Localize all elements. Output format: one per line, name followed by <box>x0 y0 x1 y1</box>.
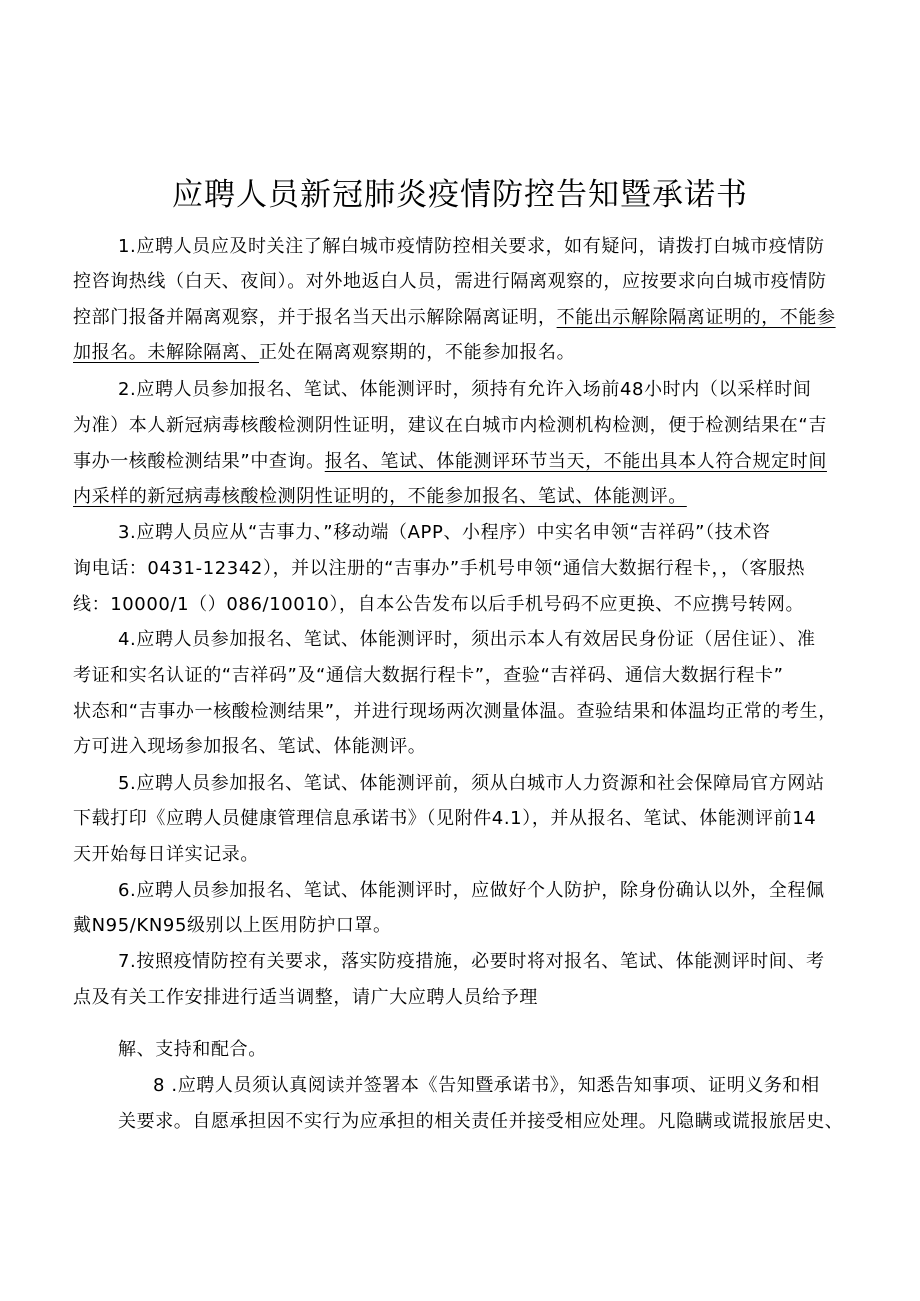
paragraph-8-line-1: 8 .应聘人员须认真阅读并签署本《告知暨承诺书》，知悉告知事项、证明义务和相 <box>153 1075 820 1096</box>
paragraph-2-line-3-text: 事办一核酸检测结果”中查询。 <box>73 451 325 472</box>
paragraph-5-line-2: 下载打印《应聘人员健康管理信息承诺书》（见附件4.1），并从报名、笔试、体能测评前14 <box>73 808 817 829</box>
paragraph-6-line-1: 6.应聘人员参加报名、笔试、体能测评时，应做好个人防护，除身份确认以外，全程佩 <box>118 880 825 901</box>
paragraph-7-line-1: 7.按照疫情防控有关要求，落实防疫措施，必要时将对报名、笔试、体能测评时间、考 <box>118 951 825 972</box>
paragraph-2-underlined-notice: 报名、笔试、体能测评环节当天，不能出具本人符合规定时间 <box>324 451 827 472</box>
paragraph-1-line-2: 控咨询热线（白天、夜间）。对外地返白人员，需进行隔离观察的，应按要求向白城市疫情防 <box>73 271 827 292</box>
paragraph-4-line-4: 方可进入现场参加报名、笔试、体能测评。 <box>73 736 427 757</box>
paragraph-4-line-2: 考证和实名认证的“吉祥码”及“通信大数据行程卡”，查验“吉祥码、通信大数据行程卡” <box>73 665 784 686</box>
paragraph-2-line-2: 为准）本人新冠病毒核酸检测阴性证明，建议在白城市内检测机构检测，便于检测结果在“吉 <box>73 415 827 436</box>
paragraph-1-line-3-text: 控部门报备并隔离观察，并于报名当天出示解除隔离证明， <box>73 307 557 328</box>
paragraph-7-line-2: 点及有关工作安排进行适当调整，请广大应聘人员给予理 <box>73 987 538 1008</box>
paragraph-4-line-1: 4.应聘人员参加报名、笔试、体能测评时，须出示本人有效居民身份证（居住证）、准 <box>118 629 816 650</box>
paragraph-1-line-4 <box>73 340 575 366</box>
paragraph-1-line-4-text: 正处在隔离观察期的，不能参加报名。 <box>259 342 576 363</box>
paragraph-3-line-2: 询电话：0431-12342），并以注册的“吉事办”手机号申领“通信大数据行程卡，，（客服热 <box>73 558 806 579</box>
paragraph-1-line-1: 1.应聘人员应及时关注了解白城市疫情防控相关要求，如有疑问，请拨打白城市疫情防 <box>118 236 825 257</box>
paragraph-1-line-3 <box>73 305 836 331</box>
paragraph-2-underlined-notice-cont: 内采样的新冠病毒核酸检测阴性证明的，不能参加报名、笔试、体能测评。 <box>73 486 687 507</box>
paragraph-5-line-3: 天开始每日详实记录。 <box>73 844 259 865</box>
paragraph-8-line-2: 关要求。自愿承担因不实行为应承担的相关责任并接受相应处理。凡隐瞒或谎报旅居史、 <box>118 1111 844 1132</box>
paragraph-2-line-3 <box>73 449 827 475</box>
paragraph-5-line-1: 5.应聘人员参加报名、笔试、体能测评前，须从白城市人力资源和社会保障局官方网站 <box>118 773 825 794</box>
paragraph-2-line-1: 2.应聘人员参加报名、笔试、体能测评时，须持有允许入场前48小时内（以采样时间 <box>118 379 812 400</box>
paragraph-1-underlined-notice-cont: 加报名。未解除隔离、 <box>73 342 259 363</box>
paragraph-3-line-1: 3.应聘人员应从“吉事力、”移动端（APP、小程序）中实名申领“吉祥码”（技术咨 <box>118 522 771 543</box>
paragraph-4-line-3: 状态和“吉事办一核酸检测结果”，并进行现场两次测量体温。查验结果和体温均正常的考生， <box>73 701 837 722</box>
paragraph-6-line-2: 戴N95/KN95级别以上医用防护口罩。 <box>73 915 392 936</box>
paragraph-7-line-3: 解、支持和配合。 <box>118 1039 267 1060</box>
paragraph-2-line-4 <box>73 484 687 510</box>
paragraph-1-underlined-notice: 不能出示解除隔离证明的，不能参 <box>556 307 836 328</box>
document-title: 应聘人员新冠肺炎疫情防控告知暨承诺书 <box>172 176 748 213</box>
paragraph-3-line-3: 线：10000/1（）086/10010），自本公告发布以后手机号码不应更换、不应携号转网。 <box>73 594 805 615</box>
